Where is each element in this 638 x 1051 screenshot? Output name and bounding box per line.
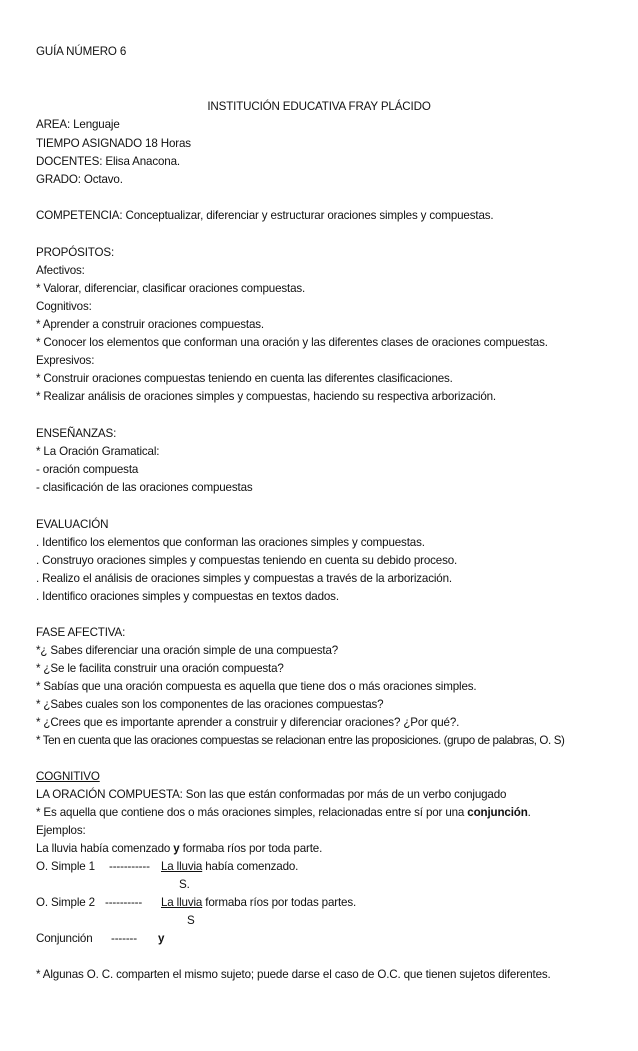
- evaluacion-heading: EVALUACIÓN: [36, 518, 109, 531]
- os1-predicate: había comenzado.: [202, 860, 299, 873]
- os2-subject: La lluvia: [161, 896, 203, 909]
- os2-sentence: [161, 895, 356, 910]
- ejemplos-label: Ejemplos:: [36, 824, 86, 837]
- header-area: AREA: Lenguaje: [36, 118, 120, 131]
- def2-text: * Es aquella que contiene dos o más oraciones simples, relacionadas entre sí por una: [36, 806, 468, 819]
- example-text-end: formaba ríos por toda parte.: [179, 842, 323, 855]
- example-text: La lluvia había comenzado: [36, 842, 174, 855]
- os1-dashes: -----------: [109, 860, 150, 873]
- evaluacion-line: . Identifico los elementos que conforman las oraciones simples y compuestas.: [36, 536, 425, 549]
- example-sentence: [36, 841, 322, 856]
- header-grade: GRADO: Octavo.: [36, 173, 123, 186]
- header-time: TIEMPO ASIGNADO 18 Horas: [36, 137, 191, 150]
- propositos-line: * Construir oraciones compuestas teniendo en cuenta las diferentes clasificaciones.: [36, 372, 453, 385]
- fase-afectiva-line: * Sabías que una oración compuesta es aquella que tiene dos o más oraciones simples.: [36, 680, 477, 693]
- fase-afectiva-line: *¿ Sabes diferenciar una oración simple de una compuesta?: [36, 644, 339, 657]
- fase-afectiva-line: * Ten en cuenta que las oraciones compuestas se relacionan entre las proposiciones. (grupo de palabras, O. S): [36, 734, 565, 747]
- fase-afectiva-line: * ¿Sabes cuales son los componentes de las oraciones compuestas?: [36, 698, 384, 711]
- ensenanzas-line: * La Oración Gramatical:: [36, 445, 160, 458]
- fase-afectiva-heading: FASE AFECTIVA:: [36, 626, 126, 639]
- competencia-text: COMPETENCIA: Conceptualizar, diferenciar y estructurar oraciones simples y compuestas.: [36, 209, 494, 222]
- header-teachers: DOCENTES: Elisa Anacona.: [36, 155, 180, 168]
- evaluacion-line: . Identifico oraciones simples y compuestas en textos dados.: [36, 590, 339, 603]
- propositos-heading: PROPÓSITOS:: [36, 246, 115, 259]
- os2-dashes: ----------: [105, 896, 143, 909]
- os2-label: O. Simple 2: [36, 896, 95, 909]
- ensenanzas-line: - clasificación de las oraciones compuestas: [36, 481, 253, 494]
- conj-dashes: -------: [111, 932, 137, 945]
- propositos-line: Cognitivos:: [36, 300, 92, 313]
- cognitivo-definition: LA ORACIÓN COMPUESTA: Son las que están conformadas por más de un verbo conjugado: [36, 788, 507, 801]
- os2-subject-mark: S: [187, 914, 195, 927]
- os1-label: O. Simple 1: [36, 860, 95, 873]
- example-conjunction: y: [173, 842, 180, 855]
- evaluacion-line: . Realizo el análisis de oraciones simples y compuestas a través de la arborización.: [36, 572, 452, 585]
- cognitivo-heading: COGNITIVO: [36, 770, 100, 783]
- def2-end: .: [527, 806, 531, 819]
- cognitivo-definition-2: [36, 805, 531, 820]
- conj-label: Conjunción: [36, 932, 93, 945]
- ensenanzas-line: - oración compuesta: [36, 463, 139, 476]
- propositos-line: * Valorar, diferenciar, clasificar oraciones compuestas.: [36, 282, 306, 295]
- fase-afectiva-line: * ¿Se le facilita construir una oración compuesta?: [36, 662, 284, 675]
- propositos-line: * Conocer los elementos que conforman una oración y las diferentes clases de oraciones compuestas.: [36, 336, 548, 349]
- os1-subject-mark: S.: [179, 878, 190, 891]
- conj-value: y: [158, 932, 165, 945]
- os2-predicate: formaba ríos por todas partes.: [202, 896, 357, 909]
- def2-bold: conjunción: [467, 806, 528, 819]
- ensenanzas-heading: ENSEÑANZAS:: [36, 427, 117, 440]
- evaluacion-line: . Construyo oraciones simples y compuestas teniendo en cuenta su debido proceso.: [36, 554, 458, 567]
- institution-title: INSTITUCIÓN EDUCATIVA FRAY PLÁCIDO: [207, 100, 431, 113]
- cognitivo-note: * Algunas O. C. comparten el mismo sujeto; puede darse el caso de O.C. que tienen sujetos diferentes.: [36, 968, 551, 981]
- os1-subject: La lluvia: [161, 860, 203, 873]
- propositos-line: * Realizar análisis de oraciones simples y compuestas, haciendo su respectiva arborización.: [36, 390, 496, 403]
- propositos-line: * Aprender a construir oraciones compuestas.: [36, 318, 264, 331]
- fase-afectiva-line: * ¿Crees que es importante aprender a construir y diferenciar oraciones? ¿Por qué?.: [36, 716, 460, 729]
- propositos-line: Afectivos:: [36, 264, 85, 277]
- propositos-line: Expresivos:: [36, 354, 95, 367]
- os1-sentence: [161, 859, 298, 874]
- guide-title: GUÍA NÚMERO 6: [36, 45, 127, 58]
